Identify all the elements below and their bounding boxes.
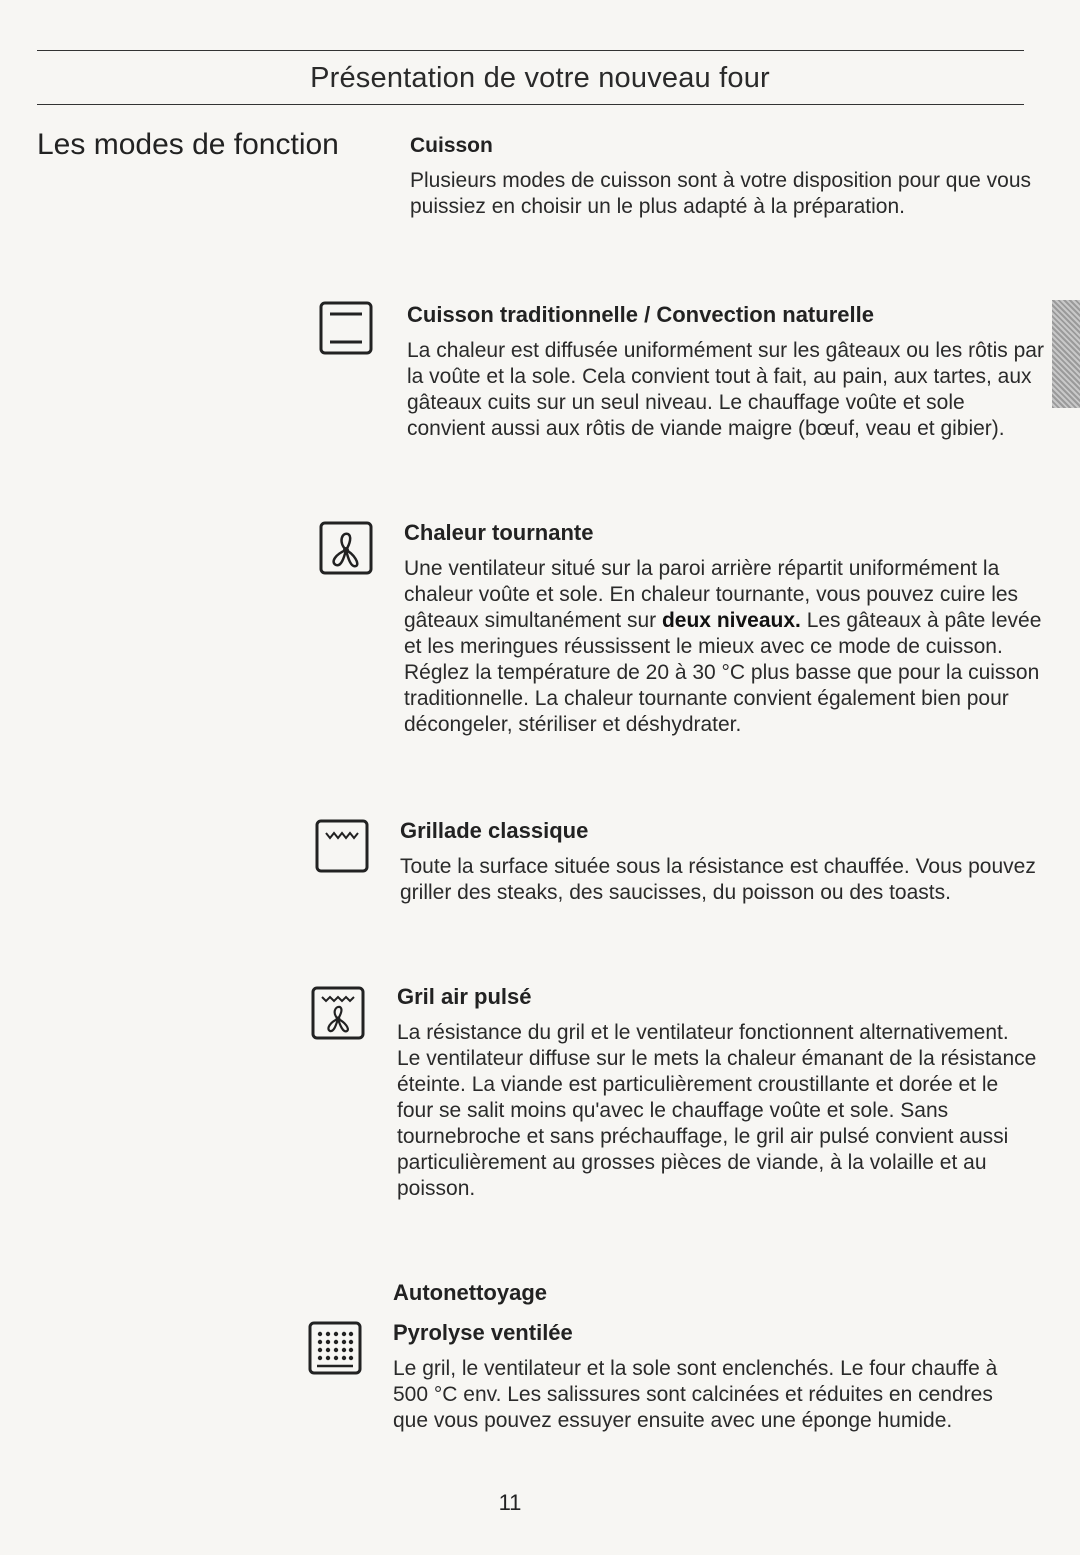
page-number: 11 [498,1490,522,1515]
header-bottom-rule [37,104,1024,105]
page-header-title: Présentation de votre nouveau four [310,62,770,94]
pyrolysis-icon [307,1320,363,1376]
section-title: Cuisson [410,134,493,157]
section-body: Plusieurs modes de cuisson sont à votre disposition pour que vous puissiez en choisir un le plus adapté à la préparation. [410,169,1032,218]
section-cuisson [410,134,1050,220]
section-title: Gril air pulsé [397,984,532,1009]
page-edge-tab [1052,300,1080,408]
section-body: Toute la surface située sous la résistance est chauffée. Vous pouvez griller des steaks, des saucisses, du poisson ou des toasts. [400,855,1036,904]
section-cuisson-traditionnelle [407,302,1047,442]
section-title: Grillade classique [400,818,589,843]
section-autonettoyage [393,1280,1033,1434]
fan-icon [318,520,374,576]
fan-grill-icon [310,985,366,1041]
section-title: Autonettoyage [393,1280,547,1305]
body-text: Les gâteaux à pâte levée et les meringues réussissent le mieux avec ce mode de cuisson. Réglez la température de 20 à 30 °C plus basse que pour la cuisson traditionnelle. La chaleur tournante convient également bien pour décongeler, stériliser et déshydrater. [404,609,1042,736]
section-body: Le gril, le ventilateur et la sole sont enclenchés. Le four chauffe à 500 °C env. Les salissures sont calcinées et réduites en cendres que vous pouvez essuyer ensuite avec une éponge humide. [393,1357,998,1432]
section-body [404,556,1044,738]
section-title: Chaleur tournante [404,520,594,545]
top-bottom-heat-icon [318,300,376,356]
section-body: La résistance du gril et le ventilateur fonctionnent alternativement. Le ventilateur diffuse sur le mets la chaleur émanant de la résistance éteinte. La viande est particulièrement croustillante et dorée et le four se salit moins qu'avec le chauffage voûte et sole. Sans tournebroche et sans préchauffage, le gril air pulsé convient aussi particulièrement au grosses pièces de viande, à la volaille et au poisson. [397,1021,1037,1200]
body-text: Une ventilateur situé sur la paroi arrière répartit uniformément la chaleur voûte et sole. En chaleur tournante, vous pouvez cuire les gâteaux simultanément sur [404,557,1019,632]
header-top-rule [37,50,1024,51]
section-title: Cuisson traditionnelle / Convection naturelle [407,302,874,327]
side-heading: Les modes de fonction [37,128,339,161]
grill-icon [314,818,370,874]
section-subtitle: Pyrolyse ventilée [393,1320,573,1345]
section-gril-air-pulse [397,984,1037,1202]
body-emphasis: deux niveaux. [661,609,801,632]
section-grillade-classique [400,818,1040,906]
section-body: La chaleur est diffusée uniformément sur les gâteaux ou les rôtis par la voûte et la sole. Cela convient tout à fait, au pain, aux tartes, aux gâteaux cuits sur un seul niveau. Le chauffage voûte et sole convient aussi aux rôtis de viande maigre (bœuf, veau et gibier). [407,339,1044,440]
section-chaleur-tournante [404,520,1044,738]
